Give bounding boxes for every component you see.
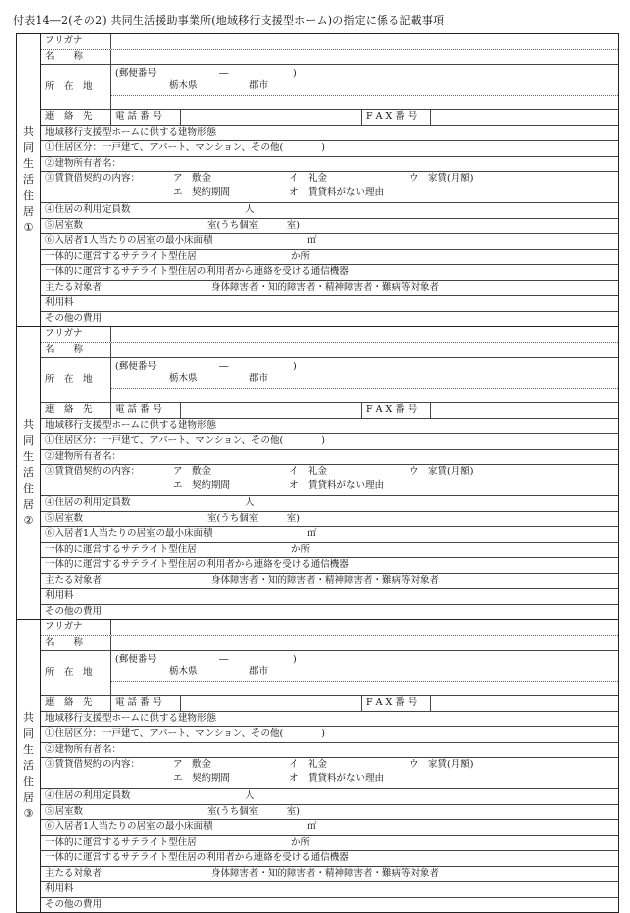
rooms-row	[41, 512, 618, 528]
other-costs-row	[41, 898, 618, 913]
fee-row	[41, 296, 618, 312]
section-vertical-label	[17, 34, 41, 326]
postal-dash: ―	[219, 654, 229, 665]
satellite-row	[41, 836, 618, 852]
prefecture-label: 栃木県	[169, 80, 198, 91]
lease-e: エ 契約期間	[173, 187, 231, 198]
lease-field[interactable]	[41, 172, 618, 202]
prefecture-label: 栃木県	[169, 373, 198, 384]
furigana-row	[41, 34, 618, 50]
min-area-unit: ㎡	[307, 821, 317, 832]
postal-label: (郵便番号	[115, 68, 157, 79]
lease-o: オ 賃貸料がない理由	[289, 773, 385, 784]
name-label: 名 称	[41, 50, 111, 65]
city-label: 郡市	[249, 666, 269, 677]
fax-label: F A X 番 号	[361, 110, 431, 125]
rooms-label: ⑤居室数	[45, 805, 84, 817]
other-costs-label[interactable]: その他の費用	[45, 605, 103, 617]
lease-label: ③賃貸借契約の内容：	[45, 466, 141, 477]
comm-device-label[interactable]: 一体的に運営するサテライト型住居の利用者から連絡を受ける通信機器	[45, 559, 349, 570]
phone-field[interactable]	[181, 403, 361, 418]
capacity-label: ④住居の利用定員数	[45, 497, 131, 508]
name-label: 名 称	[41, 343, 111, 358]
target-row	[41, 281, 618, 297]
phone-label: 電 話 番 号	[111, 403, 181, 418]
section-label-char: 住	[23, 189, 34, 202]
satellite-label: 一体的に運営するサテライト型住居	[45, 836, 197, 848]
furigana-label: フリガナ	[41, 620, 111, 635]
min-area-field[interactable]	[41, 234, 618, 249]
postal-label: (郵便番号	[115, 654, 157, 665]
min-area-row	[41, 527, 618, 543]
section-vertical-label	[17, 620, 41, 912]
target-values: 身体障害者・知的障害者・精神障害者・難病等対象者	[211, 867, 440, 879]
section-label-char: 居	[23, 791, 34, 804]
lease-u: ウ 家賃(月額)	[409, 173, 474, 184]
min-area-row	[41, 820, 618, 836]
section-label-char: 共	[23, 125, 34, 138]
name-row	[41, 343, 618, 359]
other-costs-label[interactable]: その他の費用	[45, 312, 103, 324]
rooms-unit: 室(うち個室 室)	[207, 805, 300, 817]
postal-dash: ―	[219, 68, 229, 79]
section-label-char: 同	[23, 434, 34, 447]
min-area-field[interactable]	[41, 820, 618, 835]
lease-o: オ 賃貸料がない理由	[289, 187, 385, 198]
lease-row	[41, 172, 618, 203]
section-label-char: 同	[23, 141, 34, 154]
name-field[interactable]	[111, 343, 618, 358]
name-row	[41, 50, 618, 66]
lease-field[interactable]	[41, 758, 618, 788]
phone-field[interactable]	[181, 696, 361, 711]
capacity-field[interactable]	[41, 789, 618, 804]
section-label-char: 共	[23, 418, 34, 431]
lease-row	[41, 465, 618, 496]
building-form-row	[41, 712, 618, 728]
contact-field	[111, 696, 618, 711]
satellite-field[interactable]	[41, 250, 618, 265]
address-row	[41, 358, 618, 403]
phone-label: 電 話 番 号	[111, 696, 181, 711]
address-row	[41, 651, 618, 696]
lease-u: ウ 家賃(月額)	[409, 759, 474, 770]
min-area-unit: ㎡	[307, 235, 317, 246]
section-label-char: 住	[23, 482, 34, 495]
owner-row	[41, 743, 618, 759]
lease-row	[41, 758, 618, 789]
residence-section	[17, 327, 618, 620]
postal-close: )	[293, 68, 297, 79]
satellite-field[interactable]	[41, 543, 618, 558]
fax-field[interactable]	[431, 403, 618, 418]
building-form-label: 地域移行支援型ホームに供する建物形態	[45, 126, 217, 138]
section-body	[41, 327, 618, 619]
satellite-row	[41, 543, 618, 559]
name-field[interactable]	[111, 636, 618, 651]
city-label: 郡市	[249, 80, 269, 91]
section-label-char: 生	[23, 450, 34, 463]
target-field[interactable]	[41, 574, 618, 589]
address-field[interactable]	[111, 358, 618, 402]
contact-row	[41, 696, 618, 712]
owner-row	[41, 450, 618, 466]
rooms-unit: 室(うち個室 室)	[207, 512, 300, 524]
contact-row	[41, 403, 618, 419]
fee-label[interactable]: 利用料	[45, 297, 74, 308]
lease-label: ③賃貸借契約の内容：	[45, 759, 141, 770]
section-label-char: ①	[23, 221, 34, 234]
lease-i: イ 礼金	[289, 759, 328, 770]
furigana-row	[41, 620, 618, 636]
owner-label[interactable]: ②建物所有者名：	[45, 157, 122, 169]
target-row	[41, 574, 618, 590]
section-label-char: 住	[23, 775, 34, 788]
min-area-label: ⑥入居者1人当たりの居室の最小床面積	[45, 528, 213, 539]
comm-device-row	[41, 265, 618, 281]
min-area-row	[41, 234, 618, 250]
rooms-label: ⑤居室数	[45, 512, 84, 524]
fax-label: F A X 番 号	[361, 403, 431, 418]
other-costs-row	[41, 605, 618, 620]
prefecture-label: 栃木県	[169, 666, 198, 677]
residence-type-row	[41, 434, 618, 450]
contact-label: 連 絡 先	[41, 403, 111, 418]
lease-field[interactable]	[41, 465, 618, 495]
target-values: 身体障害者・知的障害者・精神障害者・難病等対象者	[211, 281, 440, 293]
target-label: 主たる対象者	[45, 574, 103, 586]
name-field[interactable]	[111, 50, 618, 65]
fee-label[interactable]: 利用料	[45, 590, 74, 601]
capacity-unit: 人	[245, 790, 255, 801]
residence-type-label[interactable]: ①住居区分：一戸建て、アパート、マンション、その他( )	[45, 728, 325, 739]
building-form-row	[41, 419, 618, 435]
section-label-char: 活	[23, 759, 34, 772]
capacity-unit: 人	[245, 204, 255, 215]
min-area-label: ⑥入居者1人当たりの居室の最小床面積	[45, 235, 213, 246]
section-label-char: 居	[23, 205, 34, 218]
satellite-unit: か所	[291, 836, 311, 848]
name-label: 名 称	[41, 636, 111, 651]
contact-label: 連 絡 先	[41, 696, 111, 711]
satellite-row	[41, 250, 618, 266]
capacity-label: ④住居の利用定員数	[45, 790, 131, 801]
phone-label: 電 話 番 号	[111, 110, 181, 125]
section-label-char: 居	[23, 498, 34, 511]
comm-device-row	[41, 851, 618, 867]
satellite-label: 一体的に運営するサテライト型住居	[45, 543, 197, 555]
contact-field	[111, 403, 618, 418]
name-row	[41, 636, 618, 652]
postal-dash: ―	[219, 361, 229, 372]
lease-o: オ 賃貸料がない理由	[289, 480, 385, 491]
city-label: 郡市	[249, 373, 269, 384]
fee-row	[41, 589, 618, 605]
address-field[interactable]	[111, 651, 618, 695]
rooms-row	[41, 219, 618, 235]
target-row	[41, 867, 618, 883]
furigana-label: フリガナ	[41, 34, 111, 49]
capacity-field[interactable]	[41, 203, 618, 218]
residence-type-row	[41, 727, 618, 743]
section-label-char: ②	[23, 514, 34, 527]
building-form-row	[41, 126, 618, 142]
postal-close: )	[293, 361, 297, 372]
min-area-field[interactable]	[41, 527, 618, 542]
rooms-field[interactable]	[41, 512, 618, 527]
building-form-label: 地域移行支援型ホームに供する建物形態	[45, 712, 217, 724]
section-label-char: ③	[23, 807, 34, 820]
address-row	[41, 65, 618, 110]
capacity-row	[41, 789, 618, 805]
lease-a: ア 敷金	[173, 466, 212, 477]
capacity-unit: 人	[245, 497, 255, 508]
capacity-row	[41, 203, 618, 219]
owner-row	[41, 157, 618, 173]
other-costs-label[interactable]: その他の費用	[45, 898, 103, 910]
furigana-field[interactable]	[111, 620, 618, 635]
lease-label: ③賃貸借契約の内容：	[45, 173, 141, 184]
contact-label: 連 絡 先	[41, 110, 111, 125]
furigana-label: フリガナ	[41, 327, 111, 342]
comm-device-label[interactable]: 一体的に運営するサテライト型住居の利用者から連絡を受ける通信機器	[45, 852, 349, 863]
residence-type-row	[41, 141, 618, 157]
section-vertical-label	[17, 327, 41, 619]
rooms-row	[41, 805, 618, 821]
comm-device-row	[41, 558, 618, 574]
address-label: 所 在 地	[41, 651, 111, 695]
address-label: 所 在 地	[41, 358, 111, 402]
target-field[interactable]	[41, 281, 618, 296]
rooms-unit: 室(うち個室 室)	[207, 219, 300, 231]
satellite-field[interactable]	[41, 836, 618, 851]
furigana-field[interactable]	[111, 34, 618, 49]
residence-section	[17, 620, 618, 913]
min-area-unit: ㎡	[307, 528, 317, 539]
satellite-unit: か所	[291, 250, 311, 262]
satellite-unit: か所	[291, 543, 311, 555]
furigana-row	[41, 327, 618, 343]
lease-u: ウ 家賃(月額)	[409, 466, 474, 477]
section-body	[41, 34, 618, 326]
page-title: 付表14―2(その2) 共同生活援助事業所(地域移行支援型ホーム)の指定に係る記載事項	[13, 14, 445, 27]
fax-field[interactable]	[431, 110, 618, 125]
capacity-row	[41, 496, 618, 512]
lease-a: ア 敷金	[173, 759, 212, 770]
address-label: 所 在 地	[41, 65, 111, 109]
rooms-field[interactable]	[41, 805, 618, 820]
other-costs-row	[41, 312, 618, 327]
comm-device-label[interactable]: 一体的に運営するサテライト型住居の利用者から連絡を受ける通信機器	[45, 266, 349, 277]
section-label-char: 活	[23, 466, 34, 479]
target-label: 主たる対象者	[45, 867, 103, 879]
rooms-field[interactable]	[41, 219, 618, 234]
address-field[interactable]	[111, 65, 618, 109]
postal-close: )	[293, 654, 297, 665]
lease-i: イ 礼金	[289, 466, 328, 477]
section-label-char: 同	[23, 727, 34, 740]
rooms-label: ⑤居室数	[45, 219, 84, 231]
phone-field[interactable]	[181, 110, 361, 125]
residence-type-label[interactable]: ①住居区分：一戸建て、アパート、マンション、その他( )	[45, 435, 325, 446]
owner-label[interactable]: ②建物所有者名：	[45, 743, 122, 755]
section-label-char: 生	[23, 157, 34, 170]
lease-a: ア 敷金	[173, 173, 212, 184]
furigana-field[interactable]	[111, 327, 618, 342]
lease-i: イ 礼金	[289, 173, 328, 184]
contact-field	[111, 110, 618, 125]
target-field[interactable]	[41, 867, 618, 882]
target-label: 主たる対象者	[45, 281, 103, 293]
satellite-label: 一体的に運営するサテライト型住居	[45, 250, 197, 262]
form-table	[16, 33, 619, 913]
section-label-char: 活	[23, 173, 34, 186]
contact-row	[41, 110, 618, 126]
fax-field[interactable]	[431, 696, 618, 711]
fax-label: F A X 番 号	[361, 696, 431, 711]
capacity-field[interactable]	[41, 496, 618, 511]
section-body	[41, 620, 618, 912]
building-form-label: 地域移行支援型ホームに供する建物形態	[45, 419, 217, 431]
target-values: 身体障害者・知的障害者・精神障害者・難病等対象者	[211, 574, 440, 586]
postal-label: (郵便番号	[115, 361, 157, 372]
owner-label[interactable]: ②建物所有者名：	[45, 450, 122, 462]
residence-section	[17, 34, 618, 327]
fee-label[interactable]: 利用料	[45, 883, 74, 894]
min-area-label: ⑥入居者1人当たりの居室の最小床面積	[45, 821, 213, 832]
lease-e: エ 契約期間	[173, 773, 231, 784]
fee-row	[41, 882, 618, 898]
section-label-char: 生	[23, 743, 34, 756]
residence-type-label[interactable]: ①住居区分：一戸建て、アパート、マンション、その他( )	[45, 142, 325, 153]
lease-e: エ 契約期間	[173, 480, 231, 491]
capacity-label: ④住居の利用定員数	[45, 204, 131, 215]
section-label-char: 共	[23, 711, 34, 724]
